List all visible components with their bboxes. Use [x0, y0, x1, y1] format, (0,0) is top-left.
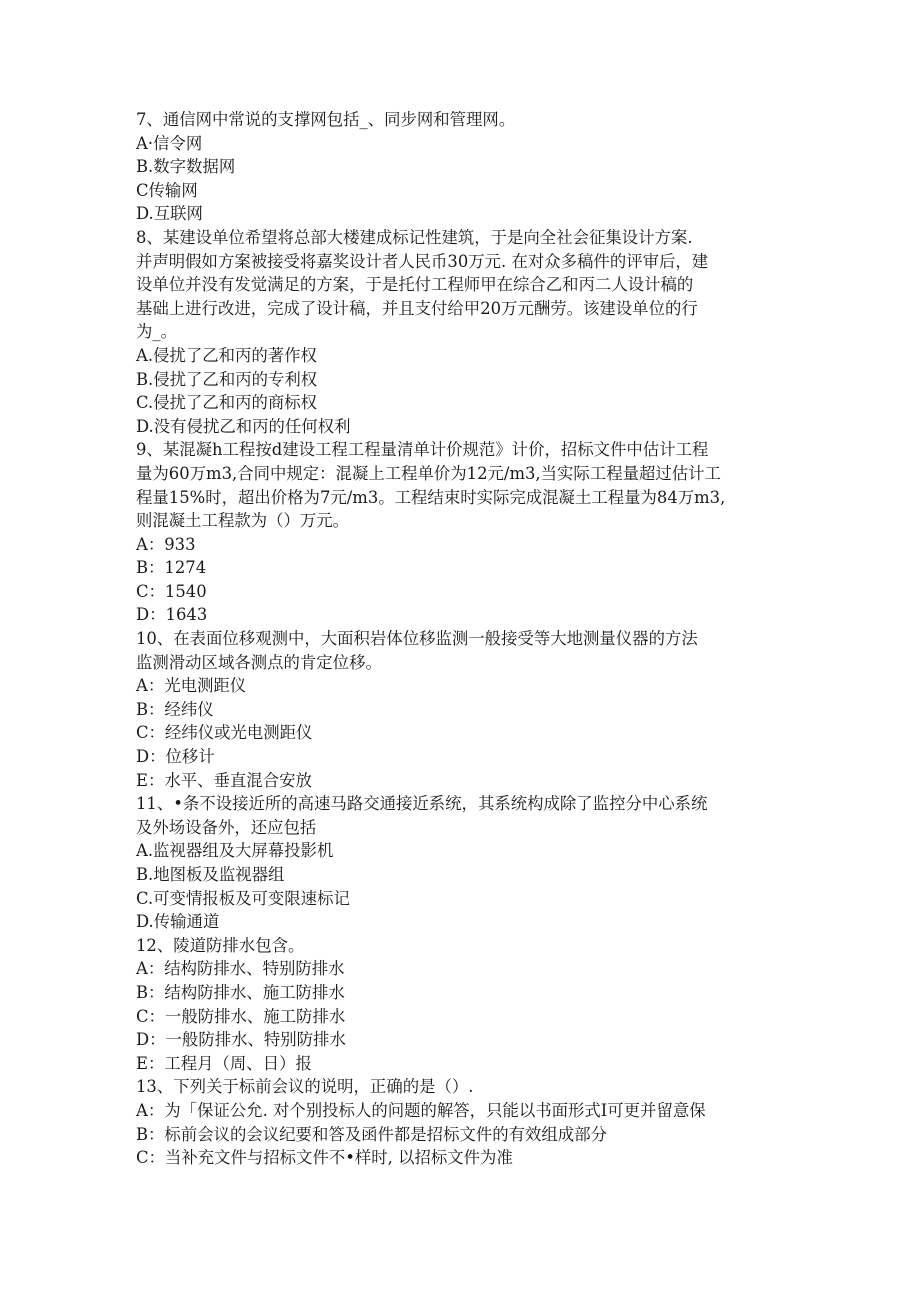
option-12e: E：工程月（周、日）报	[136, 1053, 312, 1073]
question-13: 13、下列关于标前会议的说明，正确的是（）.	[136, 1077, 474, 1097]
question-9-line-4: 则混凝土工程款为（）万元。	[136, 511, 350, 531]
option-12b: B：结构防排水、施工防排水	[136, 982, 345, 1002]
option-8b: B.侵扰了乙和丙的专利权	[136, 369, 318, 389]
option-13c: C：当补充文件与招标文件不•样时, 以招标文件为准	[136, 1148, 513, 1168]
question-9-line-2: 量为60万m3,合同中规定：混凝上工程单价为12元/m3,当实际工程量超过估计工	[136, 463, 721, 483]
option-10b: B：经纬仪	[136, 699, 214, 719]
question-8-line-4: 基础上进行改进，完成了设计稿，并且支付给甲20万元酬劳。该建设单位的行	[136, 298, 698, 318]
option-9c: C：1540	[136, 581, 207, 601]
option-7c: C传输网	[136, 180, 198, 200]
question-8-line-3: 设单位并没有发觉满足的方案，于是托付工程师甲在综合乙和丙二人设计稿的	[136, 275, 694, 295]
option-8a: A.侵扰了乙和丙的著作权	[136, 345, 317, 365]
option-12d: D：一般防排水、特别防排水	[136, 1030, 346, 1050]
option-13a: A：为「保证公允. 对个别投标人的问题的解答，只能以书面形式I可更并留意保	[136, 1100, 706, 1120]
option-7a: A·信令网	[136, 133, 203, 153]
question-7: 7、通信网中常说的支撑网包括_、同步网和管理网。	[136, 110, 516, 129]
option-9d: D：1643	[136, 605, 208, 625]
option-10a: A：光电测距仪	[136, 676, 247, 696]
question-12: 12、陵道防排水包含。	[136, 935, 305, 955]
question-8-line-2: 并声明假如方案被接受将嘉奖设计者人民币30万元. 在对众多稿件的评审后，建	[136, 251, 709, 271]
question-9-line-3: 程量15%时，超出价格为7元/m3。工程结束时实际完成混凝土工程量为84万m3,	[136, 487, 726, 507]
option-12a: A：结构防排水、特别防排水	[136, 959, 345, 979]
option-9b: B：1274	[136, 558, 207, 578]
option-8d: D.没有侵扰乙和丙的任何权利	[136, 416, 351, 436]
question-11-line-2: 及外场设备外，还应包括	[136, 817, 317, 837]
option-11c: C.可变情报板及可变限速标记	[136, 888, 350, 908]
document-page	[136, 108, 786, 1170]
option-7d: D.互联网	[136, 204, 203, 224]
option-7b: B.数字数据网	[136, 157, 236, 177]
question-8-line-1: 8、某建设单位希望将总部大楼建成标记性建筑，于是向全社会征集设计方案.	[136, 227, 693, 247]
option-12c: C：一般防排水、施工防排水	[136, 1006, 346, 1026]
option-10e: E：水平、垂直混合安放	[136, 770, 312, 790]
question-9-line-1: 9、某混凝h工程按d建设工程工程量清单计价规范》计价，招标文件中估计工程	[136, 440, 709, 460]
option-10c: C：经纬仪或光电测距仪	[136, 723, 313, 743]
question-10-line-1: 10、在表面位移观测中，大面积岩体位移监测一般接受等大地测量仪器的方法	[136, 629, 698, 649]
option-10d: D：位移计	[136, 747, 215, 767]
question-10-line-2: 监测滑动区域各测点的肯定位移。	[136, 652, 382, 672]
option-11b: B.地图板及监视器组	[136, 865, 285, 884]
option-9a: A：933	[136, 534, 196, 554]
option-13b: B：标前会议的会议纪要和答及函件都是招标文件的有效组成部分	[136, 1124, 607, 1144]
option-8c: C.侵扰了乙和丙的商标权	[136, 393, 318, 413]
option-11d: D.传输通道	[136, 912, 220, 932]
question-8-line-5: 为_。	[136, 322, 177, 342]
question-11-line-1: 11、•条不设接近所的高速马路交通接近系统，其系统构成除了监控分中心系统	[136, 794, 708, 814]
option-11a: A.监视器组及大屏幕投影机	[136, 841, 334, 861]
